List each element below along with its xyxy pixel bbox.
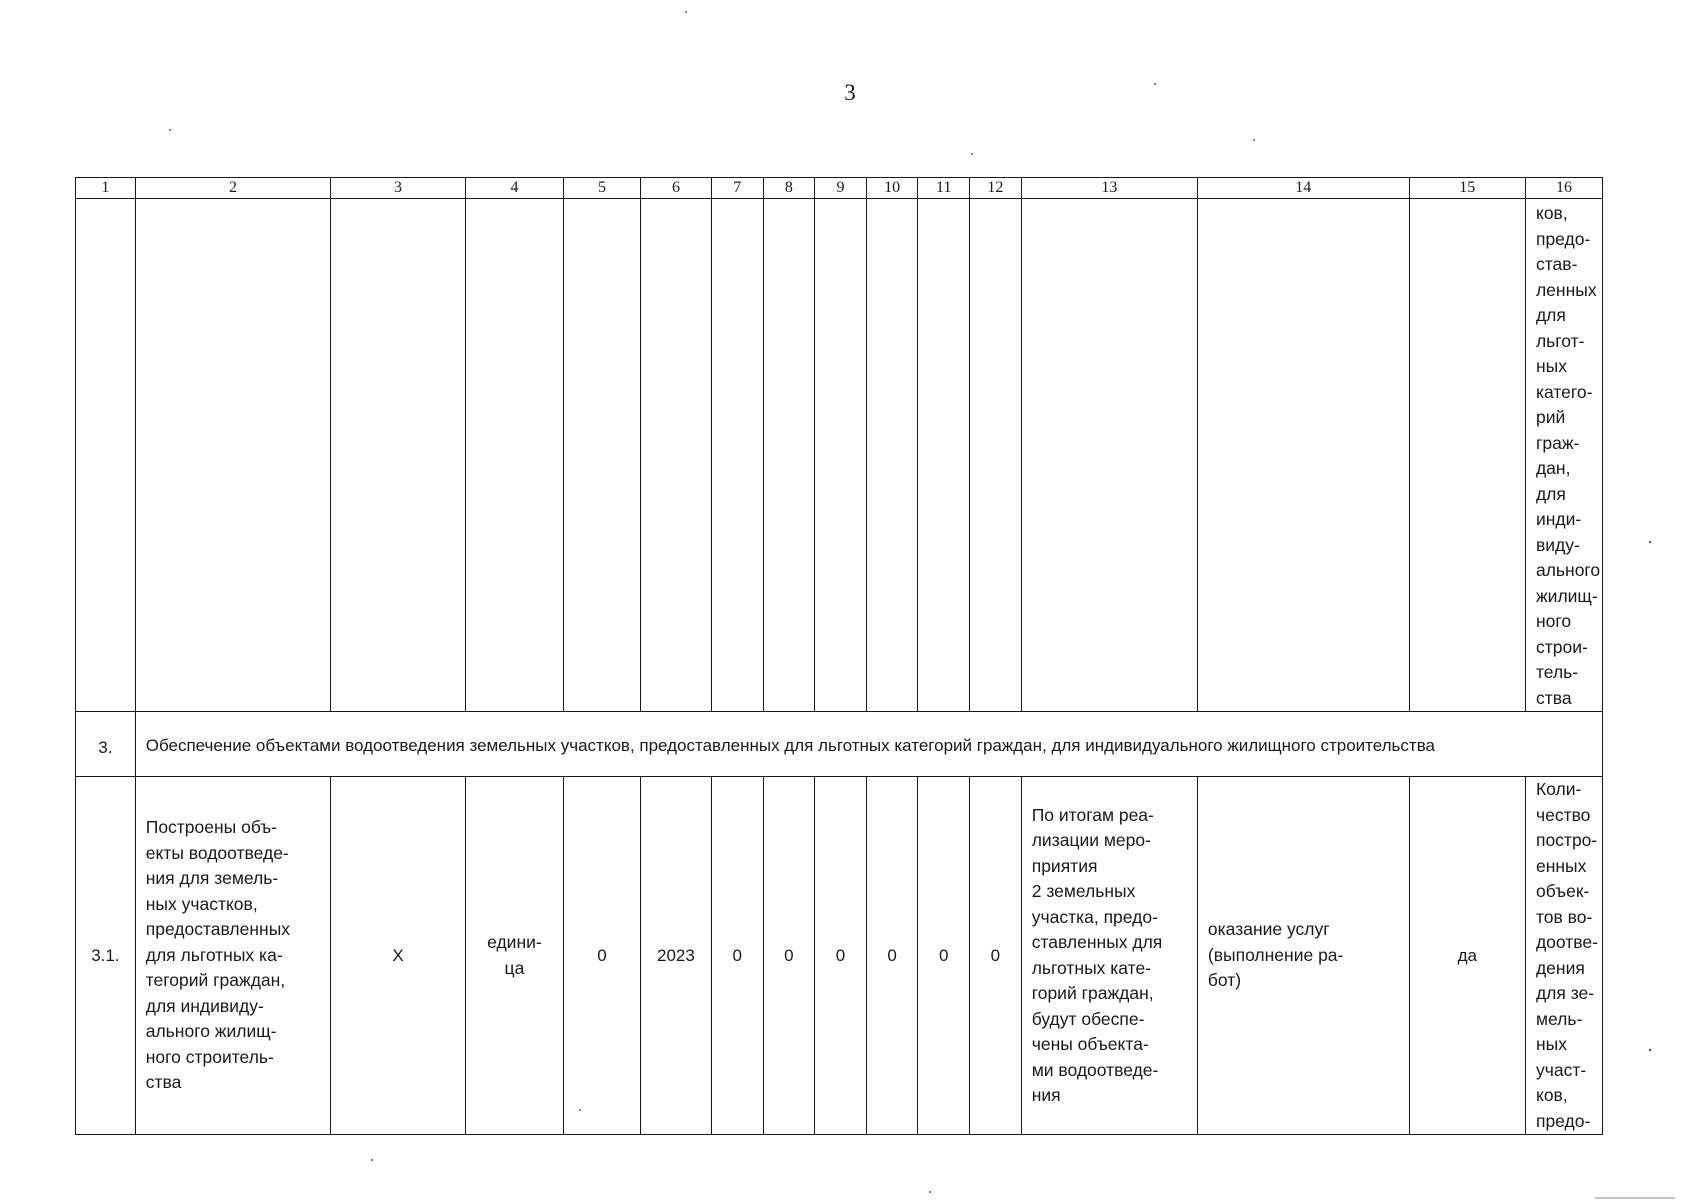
column-number: 7 xyxy=(711,178,763,199)
column-number: 12 xyxy=(970,178,1022,199)
column-number: 10 xyxy=(866,178,918,199)
table-cell: 0 xyxy=(564,777,641,1135)
table-cell: 0 xyxy=(815,777,867,1135)
column-number: 11 xyxy=(918,178,970,199)
table-cell xyxy=(1525,199,1602,712)
column-number: 2 xyxy=(135,178,330,199)
indicator-description: Коли- чество постро- енных объек- тов во- доотве- дения для зе- мель- ных участ- ков, предо- xyxy=(1535,779,1598,1131)
page-number: 3 xyxy=(844,80,856,105)
table-cell: да xyxy=(1409,777,1525,1135)
section-title: Обеспечение объектами водоотведения земельных участков, предоставленных для льготных категорий граждан, для индивидуального жилищного строительства xyxy=(135,712,1602,777)
column-number: 14 xyxy=(1197,178,1409,199)
column-number: 3 xyxy=(331,178,466,199)
table-cell xyxy=(815,199,867,712)
table-cell xyxy=(1197,777,1409,1135)
table-cell xyxy=(135,199,330,712)
table-cell xyxy=(970,199,1022,712)
result-name: Построены объ- екты водоотведе- ния для земель- ных участков, предоставленных для льготных ка- тегорий граждан, для индивиду- ального жилищ- ного строитель- ства xyxy=(145,817,291,1093)
column-number: 6 xyxy=(641,178,712,199)
continuation-row xyxy=(76,199,1603,712)
section-row xyxy=(76,712,1603,777)
column-number: 16 xyxy=(1525,178,1602,199)
table-cell xyxy=(918,199,970,712)
table-cell xyxy=(763,199,815,712)
table-cell: 0 xyxy=(970,777,1022,1135)
table-cell xyxy=(465,777,563,1135)
table-cell xyxy=(76,199,136,712)
column-number: 8 xyxy=(763,178,815,199)
indicator-description-continued: ков, предо- став- ленных для льгот- ных катего- рий граж- дан, для инди- виду- ального жилищ- ного строи- тель- ства xyxy=(1535,203,1601,708)
column-number: 9 xyxy=(815,178,867,199)
table-cell: X xyxy=(331,777,466,1135)
table-cell: 0 xyxy=(763,777,815,1135)
table-cell: 0 xyxy=(866,777,918,1135)
indicators-table xyxy=(75,177,1603,1135)
table-cell xyxy=(465,199,563,712)
column-number-row xyxy=(76,178,1603,199)
unit: едини- ца xyxy=(487,932,542,978)
result-type: оказание услуг (выполнение ра- бот) xyxy=(1207,919,1344,991)
table-cell: 2023 xyxy=(641,777,712,1135)
table-cell xyxy=(641,199,712,712)
column-number: 13 xyxy=(1021,178,1197,199)
table-cell: 0 xyxy=(918,777,970,1135)
table-cell xyxy=(1409,199,1525,712)
column-number: 15 xyxy=(1409,178,1525,199)
table-cell xyxy=(866,199,918,712)
table-cell xyxy=(331,199,466,712)
table-cell xyxy=(1021,199,1197,712)
table-cell xyxy=(711,199,763,712)
column-number: 4 xyxy=(465,178,563,199)
result-description: По итогам реа- лизации меро- приятия 2 земельных участка, предо- ставленных для льготных кате- горий граждан, будут обеспе- чены объекта- ми водоотведе- ния xyxy=(1031,804,1163,1105)
table-cell xyxy=(1525,777,1602,1135)
section-number: 3. xyxy=(76,712,136,777)
column-number: 1 xyxy=(76,178,136,199)
table-cell xyxy=(135,777,330,1135)
table-cell xyxy=(1021,777,1197,1135)
table-row xyxy=(76,777,1603,1135)
table-cell xyxy=(564,199,641,712)
column-number: 5 xyxy=(564,178,641,199)
table-cell: 0 xyxy=(711,777,763,1135)
item-number: 3.1. xyxy=(76,777,136,1135)
table-cell xyxy=(1197,199,1409,712)
